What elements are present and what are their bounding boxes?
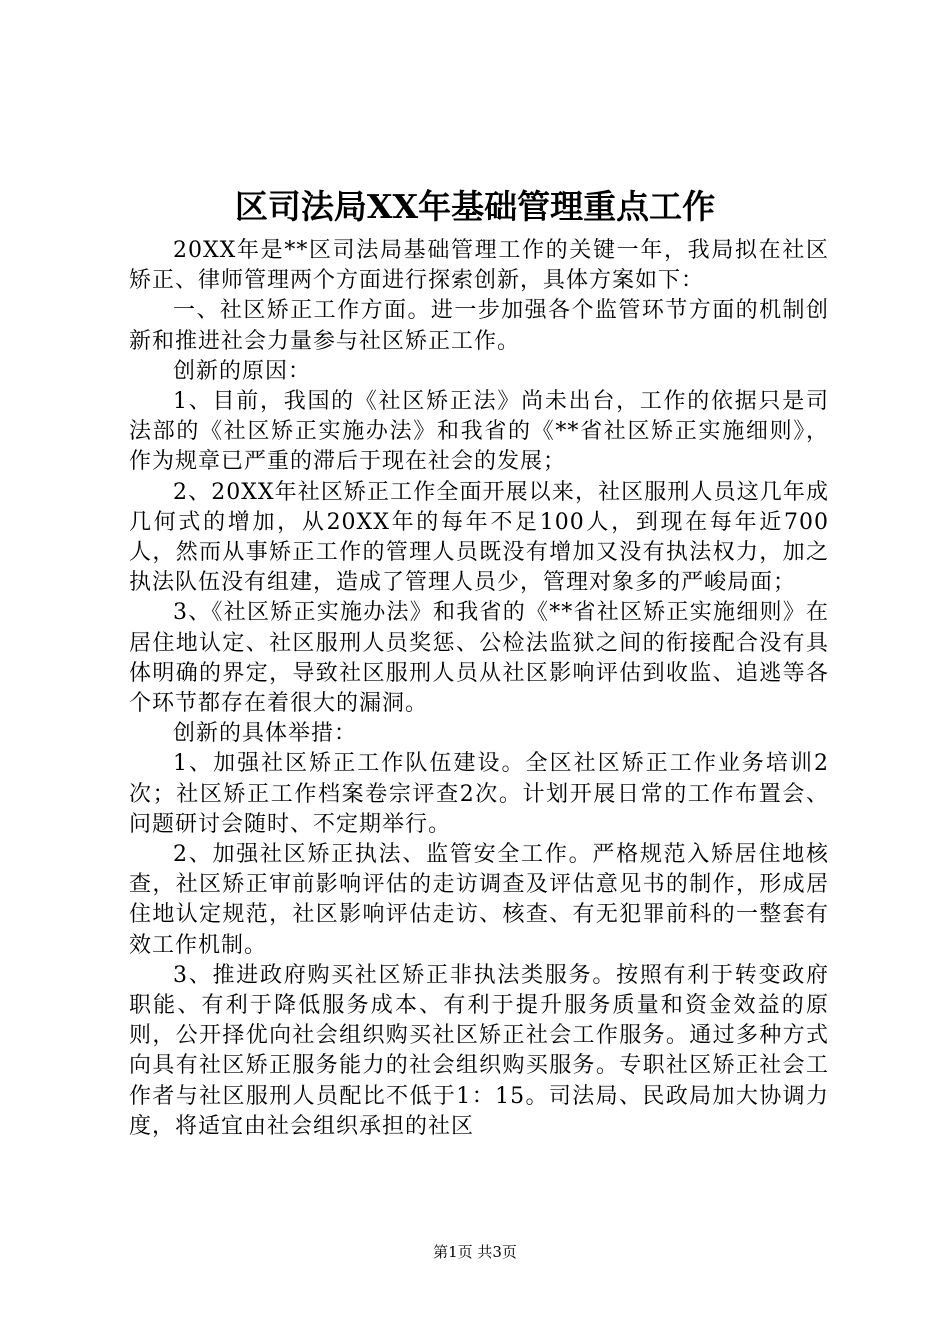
paragraph-measure-3: 3、推进政府购买社区矫正非执法类服务。按照有利于转变政府职能、有利于降低服务成本、有利于提升服务质量和资金效益的原则，公开择优向社会组织购买社区矫正社会工作服务。通过多种方式向具有社区矫正服务能力的社会组织购买服务。专职社区矫正社会工作者与社区服刑人员配比不低于1：15。司法局、民政局加大协调力度，将适宜由社会组织承担的社区	[129, 962, 829, 1139]
paragraph-reason-1: 1、目前，我国的《社区矫正法》尚未出台，工作的依据只是司法部的《社区矫正实施办法》和我省的《**省社区矫正实施细则》，作为规章已严重的滞后于现在社会的发展；	[129, 389, 829, 475]
paragraph-measure-2: 2、加强社区矫正执法、监管安全工作。严格规范入矫居住地核查，社区矫正审前影响评估的走访调查及评估意见书的制作，形成居住地认定规范，社区影响评估走访、核查、有无犯罪前科的一整套有效工作机制。	[129, 842, 829, 958]
paragraph-reason-2: 2、20XX年社区矫正工作全面开展以来，社区服刑人员这几年成几何式的增加，从20XX年的每年不足100人，到现在每年近700人，然而从事矫正工作的管理人员既没有增加又没有执法权力，加之执法队伍没有组建，造成了管理人员少，管理对象多的严峻局面；	[129, 479, 829, 596]
paragraph-reason-3: 3、《社区矫正实施办法》和我省的《**省社区矫正实施细则》在居住地认定、社区服刑人员奖惩、公检法监狱之间的衔接配合没有具体明确的界定，导致社区服刑人员从社区影响评估到收监、追逃等各个环节都存在着很大的漏洞。	[129, 600, 829, 717]
paragraph-measures-heading: 创新的具体举措：	[173, 721, 358, 747]
page-footer: 第1页 共3页	[433, 1243, 517, 1261]
paragraph-section-one: 一、社区矫正工作方面。进一步加强各个监管环节方面的机制创新和推进社会力量参与社区矫正工作。	[129, 298, 829, 354]
paragraph-measure-1: 1、加强社区矫正工作队伍建设。全区社区矫正工作业务培训2次；社区矫正工作档案卷宗评查2次。计划开展日常的工作布置会、问题研讨会随时、不定期举行。	[129, 751, 829, 837]
document-title: 区司法局XX年基础管理重点工作	[234, 187, 716, 226]
document-body	[129, 236, 829, 1142]
paragraph-reasons-heading: 创新的原因：	[173, 358, 312, 384]
paragraph-intro: 20XX年是**区司法局基础管理工作的关键一年，我局拟在社区矫正、律师管理两个方面进行探索创新，具体方案如下：	[129, 238, 829, 294]
